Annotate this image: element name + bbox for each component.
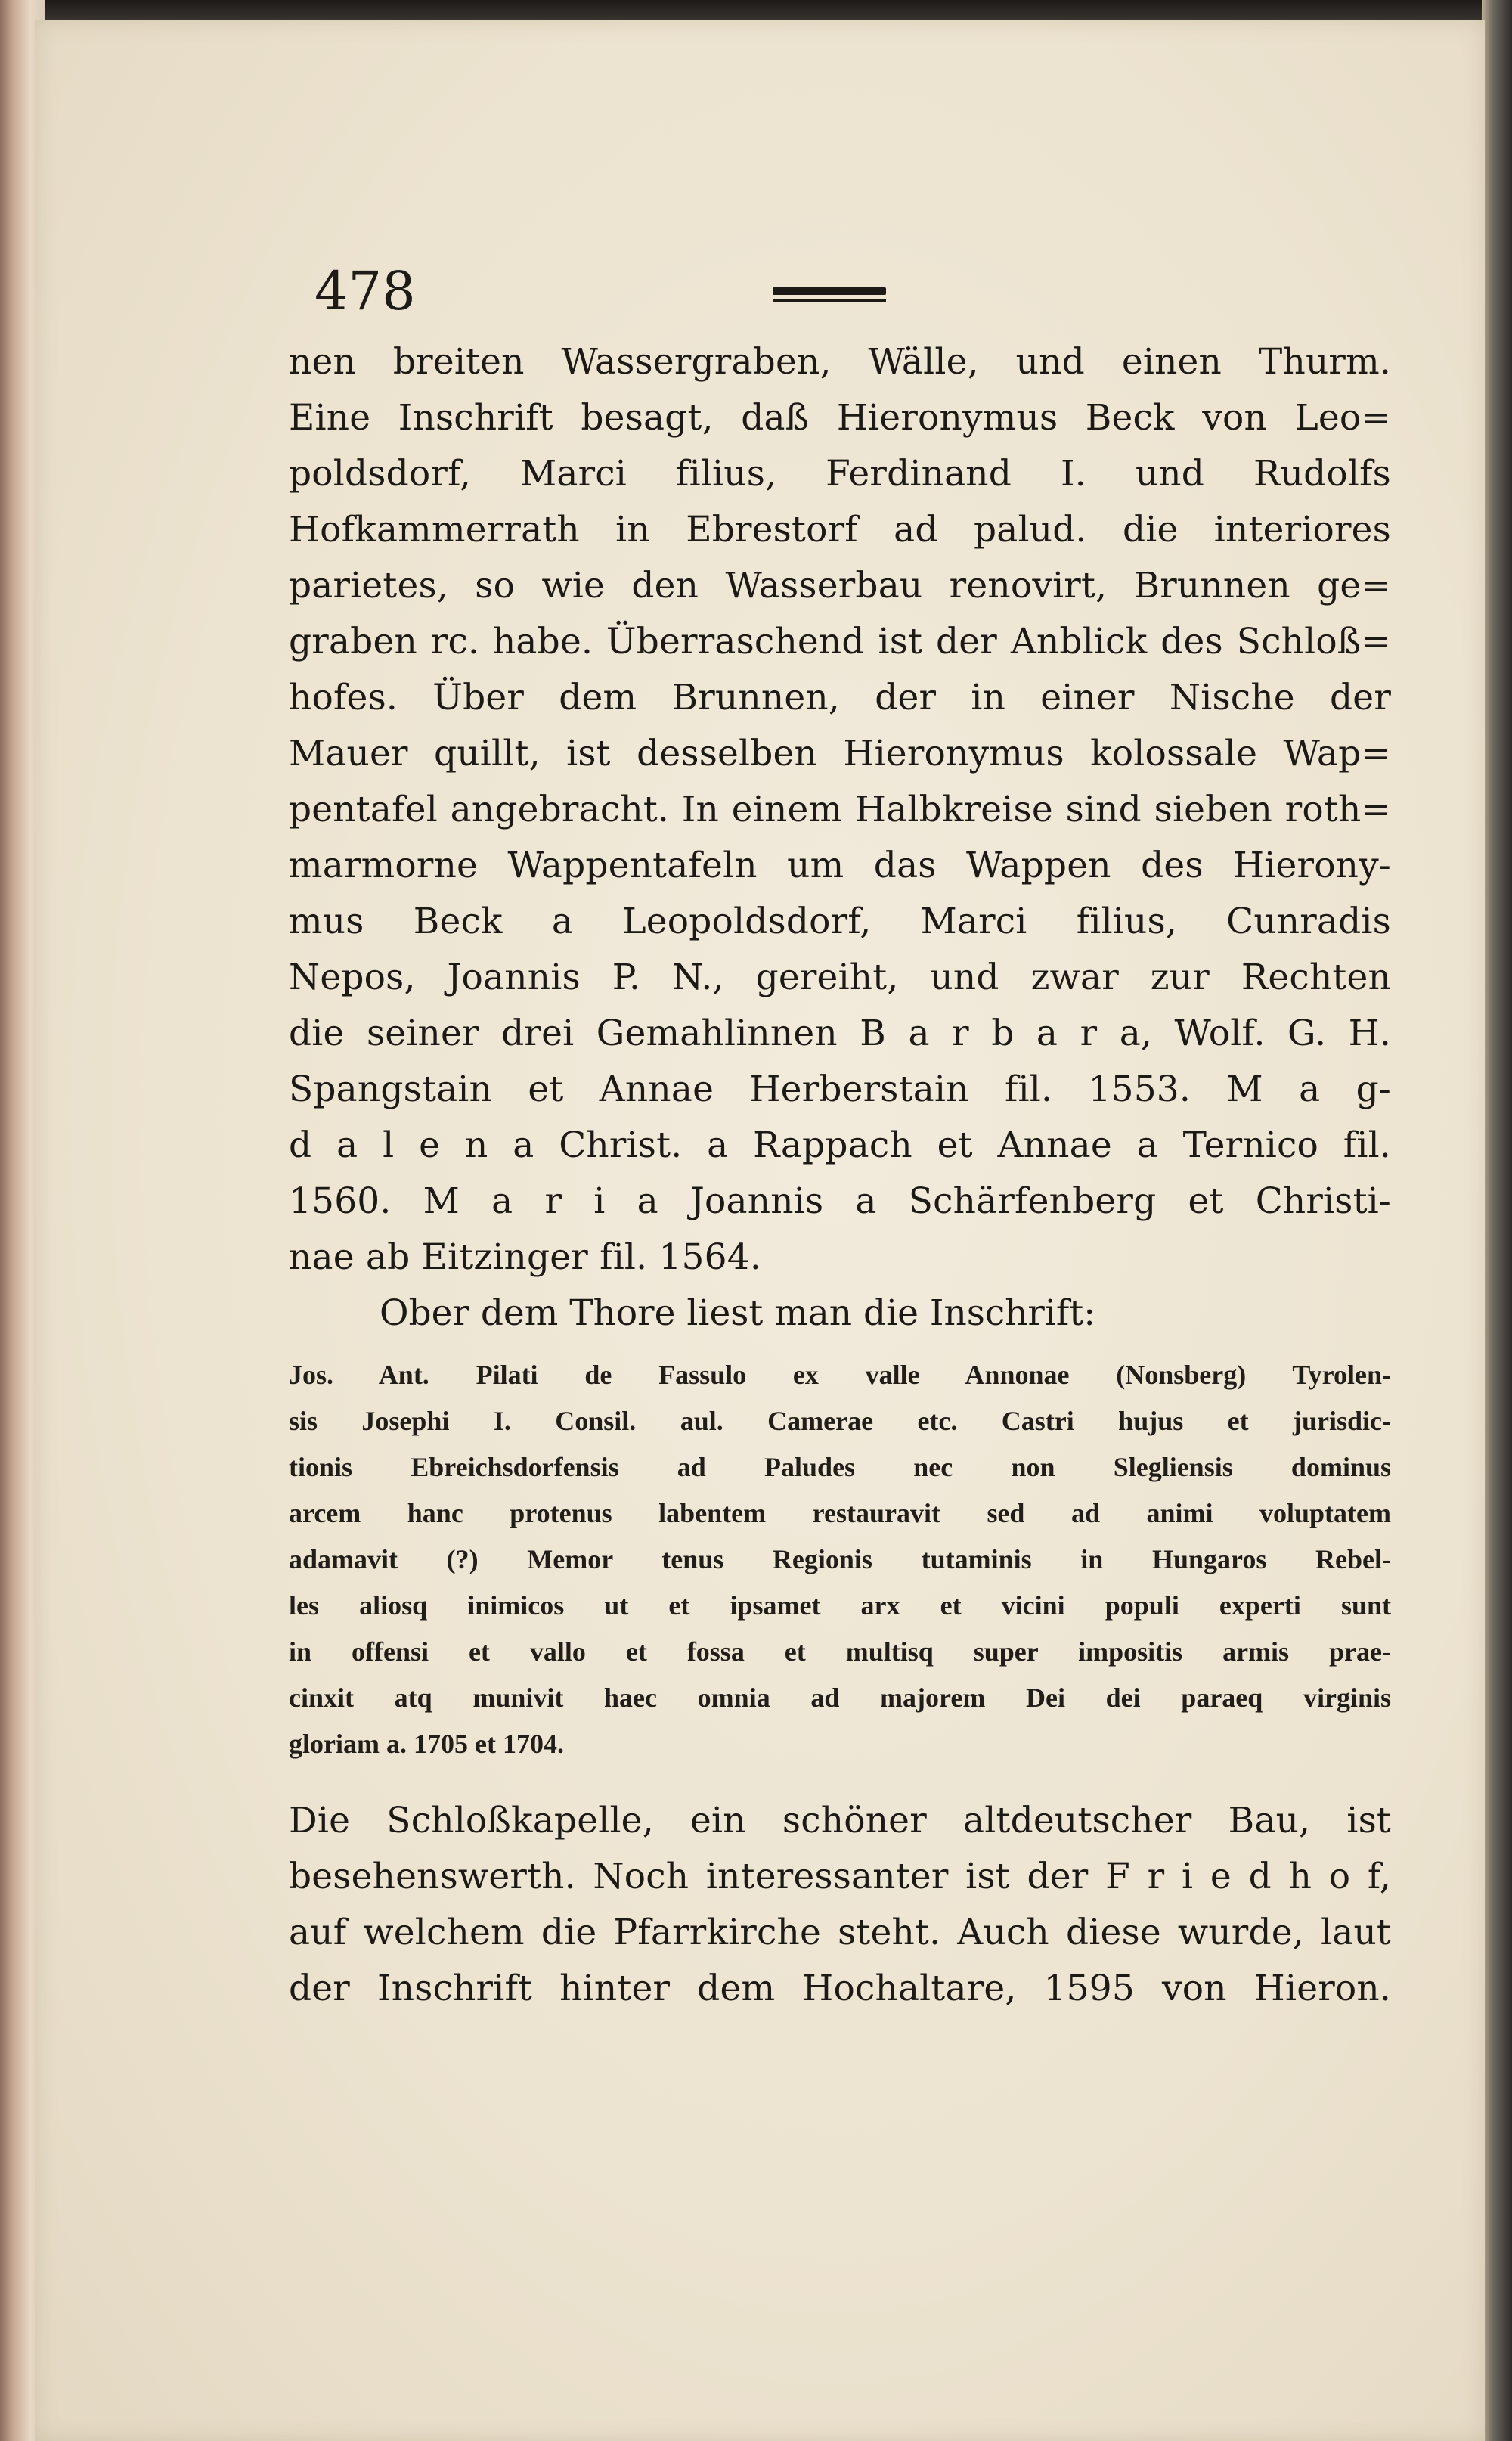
text-line: graben rc. habe. Überraschend ist der Anblick des Schloß=	[289, 621, 1391, 662]
text-line: mus Beck a Leopoldsdorf, Marci filius, Cunradis	[289, 901, 1391, 942]
inscription-line: sis Josephi I. Consil. aul. Camerae etc. Castri hujus et jurisdic-	[289, 1406, 1391, 1436]
text-line: pentafel angebracht. In einem Halbkreise sind sieben roth=	[289, 789, 1391, 830]
paragraph-1	[289, 334, 1391, 1286]
text-line: nae ab Eitzinger fil. 1564.	[289, 1236, 761, 1278]
text-line: parietes, so wie den Wasserbau renovirt, Brunnen ge=	[289, 565, 1391, 606]
inscription-block	[289, 1352, 1391, 1767]
text-line: Nepos, Joannis P. N., gereiht, und zwar zur Rechten	[289, 957, 1391, 998]
page-edge-right	[1482, 0, 1512, 2441]
inscription-line: les aliosq inimicos ut et ipsamet arx et vicini populi experti sunt	[289, 1590, 1391, 1621]
inscription-line: adamavit (?) Memor tenus Regionis tutaminis in Hungaros Rebel-	[289, 1544, 1391, 1574]
text-line: marmorne Wappentafeln um das Wappen des Hierony-	[289, 845, 1391, 886]
text-line: der Inschrift hinter dem Hochaltare, 1595 von Hieron.	[289, 1968, 1391, 2009]
text-line: Mauer quillt, ist desselben Hieronymus kolossale Wap=	[289, 733, 1391, 774]
inscription-line: gloriam a. 1705 et 1704.	[289, 1729, 564, 1759]
inscription-line: cinxit atq munivit haec omnia ad majorem Dei dei paraeq virginis	[289, 1683, 1391, 1713]
header-rule	[773, 287, 886, 295]
text-line: d a l e n a Christ. a Rappach et Annae a Ternico fil.	[289, 1124, 1391, 1166]
text-line: auf welchem die Pfarrkirche steht. Auch diese wurde, laut	[289, 1912, 1391, 1953]
inscription-line: tionis Ebreichsdorfensis ad Paludes nec non Slegliensis dominus	[289, 1452, 1391, 1482]
text-line: besehenswerth. Noch interessanter ist der F r i e d h o f,	[289, 1856, 1391, 1897]
text-line: Hofkammerrath in Ebrestorf ad palud. die interiores	[289, 509, 1391, 551]
inscription-heading: Ober dem Thore liest man die Inschrift:	[380, 1292, 1096, 1334]
page-header	[289, 257, 1391, 325]
inscription-line: arcem hanc protenus labentem restauravit sed ad animi voluptatem	[289, 1498, 1391, 1528]
text-line: 1560. M a r i a Joannis a Schärfenberg et Christi-	[289, 1180, 1391, 1222]
page-content	[289, 257, 1391, 2017]
text-line: nen breiten Wassergraben, Wälle, und einen Thurm.	[289, 341, 1391, 383]
inscription-line: Jos. Ant. Pilati de Fassulo ex valle Annonae (Nonsberg) Tyrolen-	[289, 1360, 1391, 1390]
inscription-line: in offensi et vallo et fossa et multisq super impositis armis prae-	[289, 1636, 1391, 1667]
text-line: Eine Inschrift besagt, daß Hieronymus Beck von Leo=	[289, 397, 1391, 439]
text-line: Die Schloßkapelle, ein schöner altdeutscher Bau, ist	[289, 1800, 1391, 1841]
text-line: poldsdorf, Marci filius, Ferdinand I. und Rudolfs	[289, 453, 1391, 495]
text-line: die seiner drei Gemahlinnen B a r b a r a, Wolf. G. H.	[289, 1013, 1391, 1054]
page-number: 478	[314, 260, 416, 322]
paragraph-2	[289, 1793, 1391, 2017]
text-line: Spangstain et Annae Herberstain fil. 1553. M a g-	[289, 1069, 1391, 1110]
text-line: hofes. Über dem Brunnen, der in einer Nische der	[289, 677, 1391, 718]
